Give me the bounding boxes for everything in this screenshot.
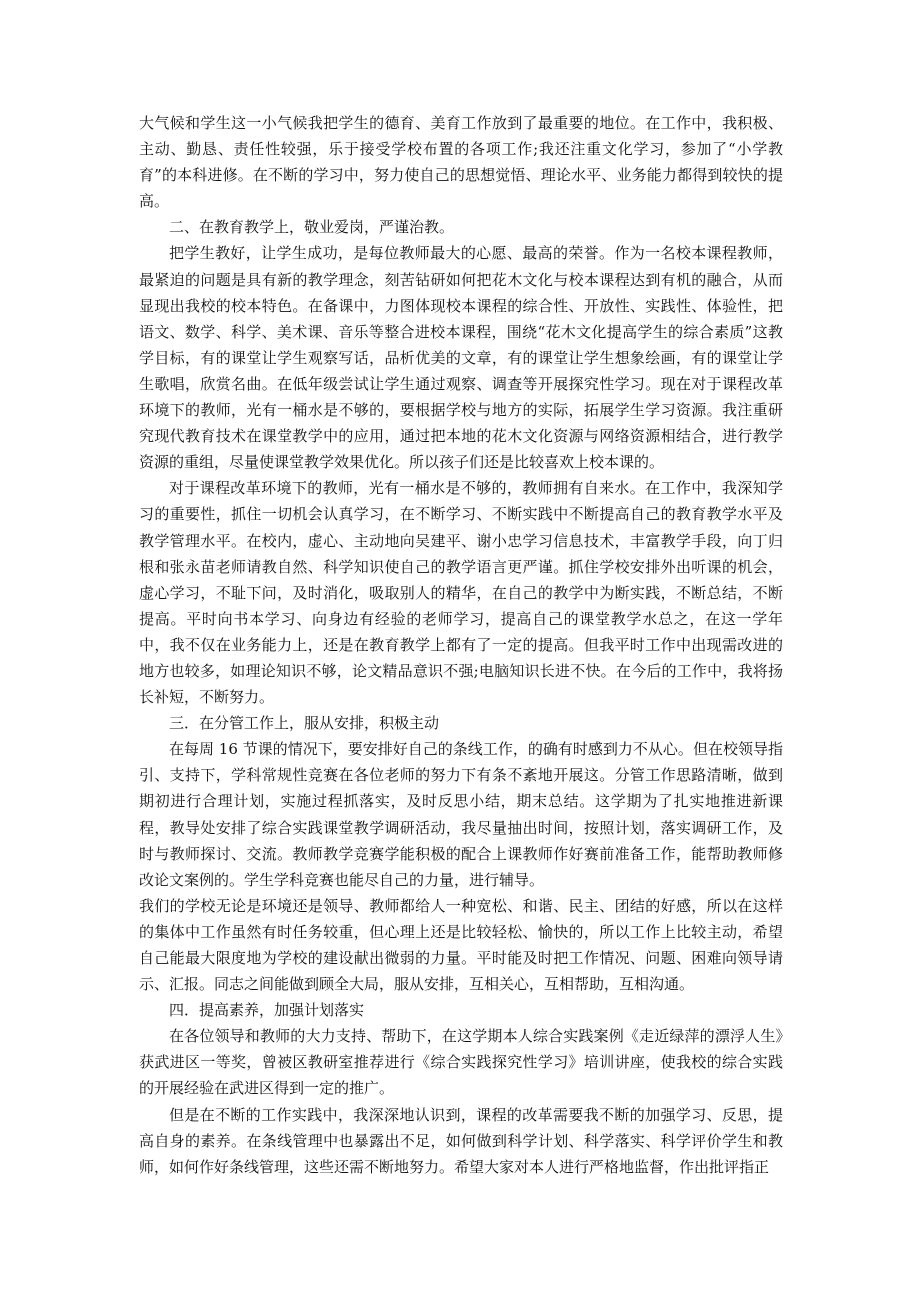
paragraph-4: 在每周 16 节课的情况下，要安排好自己的条线工作，的确有时感到力不从心。但在校领导指引、支持下，学科常规性竞赛在各位老师的努力下有条不紊地开展这。分管工作思路清晰，做到期初进行合理计划，实施过程抓落实，及时反思小结，期末总结。这学期为了扎实地推进新课程，教导处安排了综合实践课堂教学调研活动，我尽量抽出时间，按照计划，落实调研工作，及时与教师探讨、交流。教师教学竞赛学能积极的配合上课教师作好赛前准备工作，能帮助教师修改论文案例的。学生学科竞赛也能尽自己的力量，进行辅导。 — [139, 740, 783, 889]
heading-section-4: 四．提高素养，加强计划落实 — [169, 1001, 365, 1020]
document-body — [139, 110, 783, 1180]
paragraph-3: 对于课程改革环境下的教师，光有一桶水是不够的，教师拥有自来水。在工作中，我深知学习的重要性，抓住一切机会认真学习，在不断学习、不断实践中不断提高自己的教育教学水平及教学管理水平。在校内，虚心、主动地向吴建平、谢小忠学习信息技术，丰富教学手段，向丁归根和张永苗老师请教自然、科学知识使自己的教学语言更严谨。抓住学校安排外出听课的机会，虚心学习，不耻下问，及时消化，吸取别人的精华，在自己的教学中为断实践，不断总结，不断提高。平时向书本学习、向身边有经验的老师学习，提高自己的课堂教学水总之，在这一学年中，我不仅在业务能力上，还是在教育教学上都有了一定的提高。但我平时工作中出现需改进的地方也较多，如理论知识不够，论文精品意识不强;电脑知识长进不快。在今后的工作中，我将扬长补短，不断努力。 — [139, 479, 783, 707]
heading-section-3: 三．在分管工作上，服从安排，积极主动 — [169, 714, 440, 733]
heading-section-2: 二、在教育教学上，敬业爱岗，严谨治教。 — [169, 218, 455, 237]
paragraph-6: 在各位领导和教师的大力支持、帮助下，在这学期本人综合实践案例《走近绿萍的漂浮人生》获武进区一等奖，曾被区教研室推荐进行《综合实践探究性学习》培训讲座，使我校的综合实践的开展经验在武进区得到一定的推广。 — [139, 1027, 783, 1098]
paragraph-5: 我们的学校无论是环境还是领导、教师都给人一种宽松、和谐、民主、团结的好感，所以在这样的集体中工作虽然有时任务较重，但心理上还是比较轻松、愉快的，所以工作上比较主动，希望自己能最大限度地为学校的建设献出微弱的力量。平时能及时把工作情况、问题、困难向领导请示、汇报。同志之间能做到顾全大局，服从安排，互相关心，互相帮助，互相沟通。 — [139, 896, 783, 994]
paragraph-2: 把学生教好，让学生成功，是每位教师最大的心愿、最高的荣誉。作为一名校本课程教师，最紧迫的问题是具有新的教学理念，刻苦钻研如何把花木文化与校本课程达到有机的融合，从而显现出我校的校本特色。在备课中，力图体现校本课程的综合性、开放性、实践性、体验性，把语文、数学、科学、美术课、音乐等整合进校本课程，围绕“花木文化提高学生的综合素质”这教学目标，有的课堂让学生观察写话，品析优美的文章，有的课堂让学生想象绘画，有的课堂让学生歌唱，欣赏名曲。在低年级尝试让学生通过观察、调查等开展探究性学习。现在对于课程改革环境下的教师，光有一桶水是不够的，要根据学校与地方的实际，拓展学生学习资源。我注重研究现代教育技术在课堂教学中的应用，通过把本地的花木文化资源与网络资源相结合，进行教学资源的重组，尽量使课堂教学效果优化。所以孩子们还是比较喜欢上校本课的。 — [139, 244, 783, 472]
paragraph-7: 但是在不断的工作实践中，我深深地认识到，课程的改革需要我不断的加强学习、反思，提高自身的素养。在条线管理中也暴露出不足，如何做到科学计划、科学落实、科学评价学生和教师，如何作好条线管理，这些还需不断地努力。希望大家对本人进行严格地监督，作出批评指正 — [139, 1105, 783, 1176]
paragraph-1: 大气候和学生这一小气候我把学生的德育、美育工作放到了最重要的地位。在工作中，我积极、主动、勤恳、责任性较强，乐于接受学校布置的各项工作;我还注重文化学习，参加了“小学教育”的本科进修。在不断的学习中，努力使自己的思想觉悟、理论水平、业务能力都得到较快的提高。 — [139, 114, 783, 211]
